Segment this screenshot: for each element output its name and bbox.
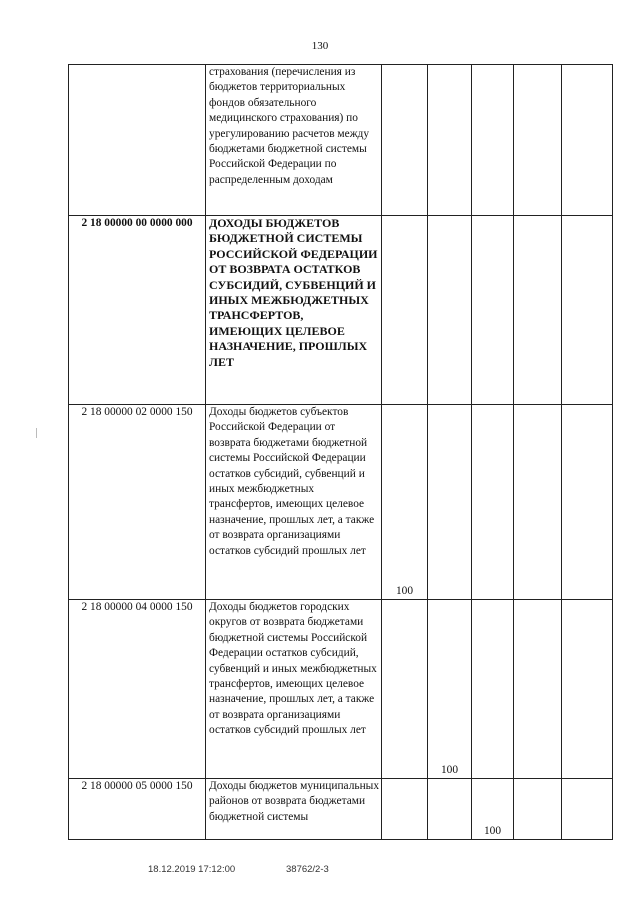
- row-value-3: 100: [472, 779, 514, 840]
- row-value-5: [562, 65, 613, 216]
- row-description: Доходы бюджетов муниципальных районов от возврата бюджетами бюджетной системы: [206, 779, 382, 840]
- row-description: Доходы бюджетов городских округов от возврата бюджетами бюджетной системы Российской Федерации остатков субсидий, субвенций и иных межбюджетных трансфертов, имеющих целевое назначение, прошлых лет, а также от возврата организациями остатков субсидий прошлых лет: [206, 600, 382, 779]
- row-value-5: [562, 779, 613, 840]
- row-value-4: [514, 600, 562, 779]
- table-row: [69, 779, 613, 840]
- row-description: страхования (перечисления из бюджетов территориальных фондов обязательного медицинского страхования) по урегулированию расчетов между бюджетами бюджетной системы Российской Федерации по распределенным доходам: [206, 65, 382, 216]
- row-value-2: [428, 405, 472, 600]
- table-row: [69, 65, 613, 216]
- budget-table-container: [68, 64, 612, 840]
- row-value-3: [472, 405, 514, 600]
- row-value-2: 100: [428, 600, 472, 779]
- row-value-5: [562, 216, 613, 405]
- row-value-2: [428, 65, 472, 216]
- margin-mark: [36, 428, 37, 438]
- row-code: 2 18 00000 00 0000 000: [69, 216, 206, 405]
- row-value-4: [514, 216, 562, 405]
- row-value-3: [472, 216, 514, 405]
- table-body: [69, 65, 613, 840]
- row-value-4: [514, 405, 562, 600]
- row-value-1: [382, 600, 428, 779]
- row-value-1: [382, 216, 428, 405]
- footer-doc-ref: 38762/2-3: [286, 864, 329, 875]
- row-value-3: [472, 65, 514, 216]
- footer-timestamp: 18.12.2019 17:12:00: [148, 864, 236, 875]
- row-value-5: [562, 405, 613, 600]
- budget-table: [68, 64, 613, 840]
- table-row: [69, 405, 613, 600]
- row-code: 2 18 00000 02 0000 150: [69, 405, 206, 600]
- row-value-4: [514, 779, 562, 840]
- row-code: 2 18 00000 04 0000 150: [69, 600, 206, 779]
- row-value-1: [382, 779, 428, 840]
- row-description: Доходы бюджетов субъектов Российской Федерации от возврата бюджетами бюджетной системы Российской Федерации остатков субсидий, субвенций и иных межбюджетных трансфертов, имеющих целевое назначение, прошлых лет, а также от возврата организациями остатков субсидий прошлых лет: [206, 405, 382, 600]
- row-code: [69, 65, 206, 216]
- table-row: [69, 216, 613, 405]
- row-value-2: [428, 779, 472, 840]
- table-row: [69, 600, 613, 779]
- row-value-5: [562, 600, 613, 779]
- row-description: ДОХОДЫ БЮДЖЕТОВ БЮДЖЕТНОЙ СИСТЕМЫ РОССИЙСКОЙ ФЕДЕРАЦИИ ОТ ВОЗВРАТА ОСТАТКОВ СУБСИДИЙ, СУБВЕНЦИЙ И ИНЫХ МЕЖБЮДЖЕТНЫХ ТРАНСФЕРТОВ, ИМЕЮЩИХ ЦЕЛЕВОЕ НАЗНАЧЕНИЕ, ПРОШЛЫХ ЛЕТ: [206, 216, 382, 405]
- row-value-2: [428, 216, 472, 405]
- row-value-4: [514, 65, 562, 216]
- row-value-3: [472, 600, 514, 779]
- row-value-1: 100: [382, 405, 428, 600]
- row-value-1: [382, 65, 428, 216]
- page-number: 130: [311, 40, 329, 52]
- row-code: 2 18 00000 05 0000 150: [69, 779, 206, 840]
